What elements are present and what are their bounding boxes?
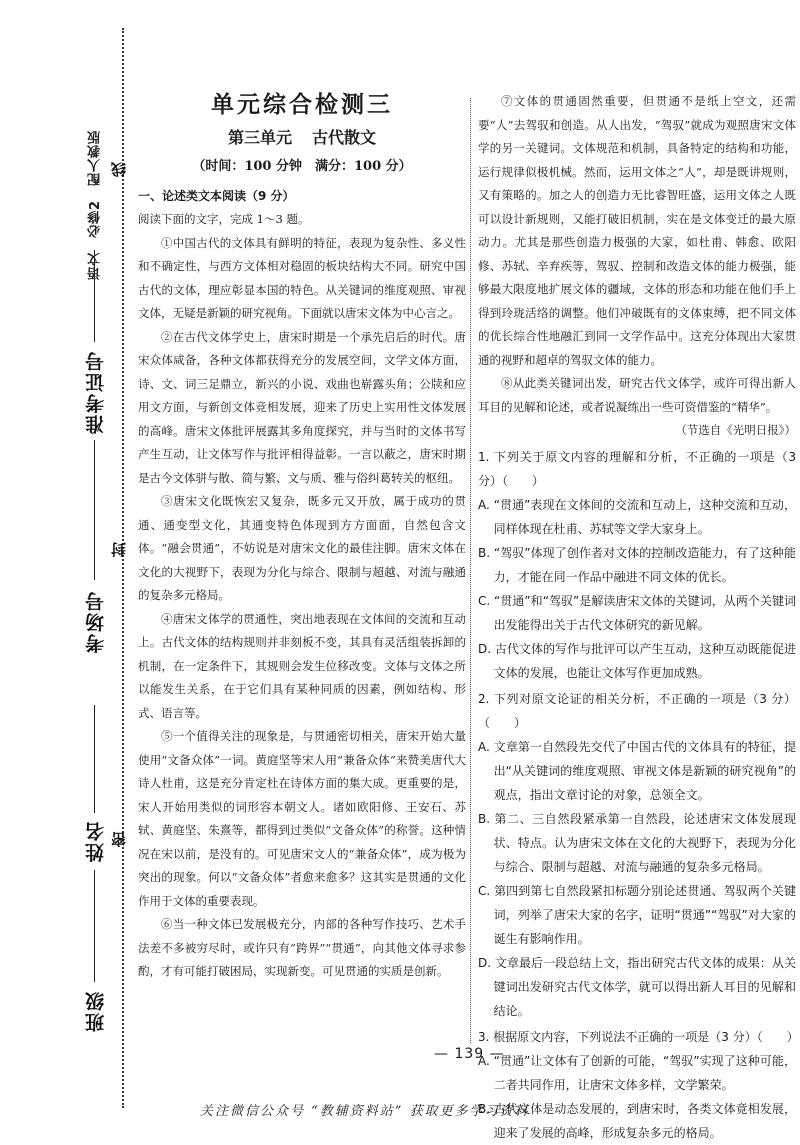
class-label: 班级: [85, 990, 107, 1032]
question-1: [478, 445, 796, 685]
source-citation: （节选自《光明日报》）: [675, 423, 796, 437]
paragraph-8: ⑧从此类关键词出发，研究古代文体学，或许可得出新人耳目的见解和论述，或者说凝练出一些可资借鉴的“精华”。: [478, 376, 796, 414]
paragraph-5: ⑤一个值得关注的现象是，与贯通密切相关，唐宋开始大量使用“文备众体”一词。黄庭坚等宋人用“兼备众体”来赞美唐代大诗人杜甫，这是充分肯定杜在诗体方面的集大成。更重要的是，宋人开始用类似的词形容本朝文人。诸如欧阳修、王安石、苏轼、黄庭坚、朱熹等，都得到过类似“文备众体”的称誉。这种情况在宋以前，是没有的。可见唐宋文人的“兼备众体”，成为极为突出的现象。何以“文备众体”者愈来愈多？这其实是贯通的文化作用于文体的重要表现。: [138, 729, 466, 908]
page-number: — 139 —: [434, 1046, 505, 1062]
question-stem: 2. 下列对原文论证的相关分析，不正确的一项是（3 分）（ ）: [478, 691, 796, 730]
option-d: D. 古代文体的写作与批评可以产生互动，这种互动既能促进文体的发展，也能让文体写作更加成熟。: [478, 641, 796, 680]
ticket-label: 准考证号: [85, 350, 107, 434]
section-heading: 一、论述类文本阅读（9 分）: [138, 188, 295, 203]
exam-room-label: 考场号: [85, 590, 107, 653]
option-a: A. 文章第一自然段先交代了中国古代的文体具有的特征，提出“从关键词的维度观照、审视文体是新颖的研究视角”的观点，指出文章讨论的对象，总领全文。: [478, 739, 796, 802]
doc-subtitle: [138, 126, 466, 150]
option-b: B. “驾驭”体现了创作者对文体的控制改造能力，有了这种能力，才能在同一作品中融进不同文体的优长。: [478, 545, 796, 584]
binding-strip: [0, 0, 130, 1136]
time-info: （时间：100 分钟 满分：100 分）: [192, 159, 412, 174]
footer-note: 关注微信公众号 “教辅资料站” 获取更多学习资料: [200, 1104, 530, 1119]
option-a: A. “贯通”表现在文体间的交流和互动上，这种交流和互动，同样体现在杜甫、苏轼等文学大家身上。: [478, 497, 796, 536]
paragraph-3: ③唐宋文化既恢宏又复杂，既多元又开放，属于成功的贯通、通变型文化，其通变特色体现到方方面面，自然包含文体。“融会贯通”，不妨说是对唐宋文化的最佳注脚。唐宋文体在文化的大视野下，表现为分化与综合、限制与超越、对流与融通的复杂多元格局。: [138, 494, 466, 602]
option-c: C. “贯通”和“驾驭”是解读唐宋文体的关键词，从两个关键词出发能得出关于古代文体研究的新见解。: [478, 593, 796, 632]
instruction: 阅读下面的文字，完成 1～3 题。: [138, 212, 310, 226]
question-3: [478, 1025, 799, 1145]
book-header: 语文 必修2 配人教版: [88, 130, 103, 281]
question-stem: 1. 下列关于原文内容的理解和分析，不正确的一项是（3 分）（ ）: [478, 449, 796, 488]
question-stem: 3. 根据原文内容，下列说法不正确的一项是（3 分）（ ）: [478, 1029, 799, 1044]
option-c: C. 第四到第七自然段紧扣标题分别论述贯通、驾驭两个关键词，列举了唐宋大家的名字，证明“贯通”“驾驭”对大家的诞生有影响作用。: [478, 883, 796, 946]
name-label: 姓名: [85, 820, 107, 862]
right-column: [478, 90, 799, 1145]
option-a: A. “贯通”让文体有了创新的可能，“驾驭”实现了这种可能，二者共同作用，让唐宋文体多样，文学繁荣。: [478, 1053, 796, 1092]
class-blank[interactable]: [94, 870, 95, 982]
exam-room-blank[interactable]: [94, 440, 95, 580]
paragraph-2: ②在古代文体学史上，唐宋时期是一个承先启后的时代。唐宋众体咸备，各种文体都获得充分的发展空间，文学文体方面，诗、文、词三足鼎立，新兴的小说、戏曲也崭露头角；公牍和应用文方面，与新创文体竞相发展，迎来了历史上实用性文体发展的高峰。唐宋文体批评展露其多角度探究，并与当时的文体书写产生互动，让文体写作与批评相得益彰。一言以蔽之，唐宋时期是古今文体骈与散、简与繁、文与质、雅与俗纠葛转关的枢纽。: [138, 329, 466, 485]
binding-dotted-line: [122, 28, 124, 1108]
doc-title: 单元综合检测三: [211, 92, 393, 118]
column-separator: [470, 98, 471, 1043]
option-b: B. 古代文体是动态发展的，到唐宋时，各类文体竟相发展，迎来了发展的高峰，形成复杂多元的格局。: [478, 1101, 796, 1140]
feng-mark: 封: [110, 540, 128, 557]
mi-mark: 密: [110, 830, 128, 847]
paragraph-6: ⑥当一种文体已发展极充分，内部的各种写作技巧、艺术手法差不多被穷尽时，或许只有“跨界”“贯通”，向其他文体寻求参酌，才有可能打破困局，实现新变。可见贯通的实质是创新。: [138, 917, 466, 978]
paragraph-4: ④唐宋文体学的贯通性，突出地表现在文体间的交流和互动上。古代文体的结构规则并非刻板不变，其具有灵活组装拆卸的机制，在一定条件下，其规则会发生位移改变。文体与文体之所以能发生关系，在于它们具有某种同质的因素，例如结构、形式、语言等。: [138, 611, 466, 720]
unit-label: 第三单元: [227, 127, 292, 147]
name-blank[interactable]: [94, 705, 95, 813]
unit-name: 古代散文: [312, 127, 377, 147]
xian-mark: 线: [110, 160, 128, 177]
option-d: D. 文章最后一段总结上文，指出研究古代文体的成果：从关键词出发研究古代文体学，就可以得出新人耳目的见解和结论。: [478, 955, 796, 1018]
paragraph-1: ①中国古代的文体具有鲜明的特征，表现为复杂性、多义性和不确定性，与西方文体相对稳固的板块结构大不同。研究中国古代的文体，理应彰显本国的特色。从关键词的维度观照、审视文体，无疑是新颖的研究视角。下面就以唐宋文体为中心言之。: [138, 235, 466, 320]
paragraph-7: ⑦文体的贯通固然重要，但贯通不是纸上空文，还需要“人”去驾驭和创造。从人出发，“驾驭”就成为观照唐宋文体学的另一关键词。文体规范和机制，具备特定的结构和功能，运行规律似极机械。然而，运用文体之“人”，却是既讲规则，又有策略的。加之人的创造力无比睿智旺盛，运用文体之人既可以设计新规则，又能打破旧机制，实在是文体变迁的最大原动力。尤其是那些创造力极强的大家，如杜甫、韩愈、欧阳修、苏轼、辛弃疾等，驾驭、控制和改造文体的能力极强，能够最大限度地扩展文体的疆域，文体的形态和功能在他们手上得到玲珑活络的调整。他们冲破既有的文体束缚，把不同文体的优长综合性地融汇到同一文学作品中。这充分体现出大家贯通的视野和超卓的驾驭文体的能力。: [478, 94, 796, 367]
left-column: [138, 90, 466, 984]
option-b: B. 第二、三自然段紧承第一自然段，论述唐宋文体发展现状、特点。认为唐宋文体在文化的大视野下，表现为分化与综合、限制与超越、对流与融通的复杂多元格局。: [478, 811, 796, 874]
question-2: [478, 687, 796, 1023]
ticket-blank[interactable]: [94, 250, 95, 342]
